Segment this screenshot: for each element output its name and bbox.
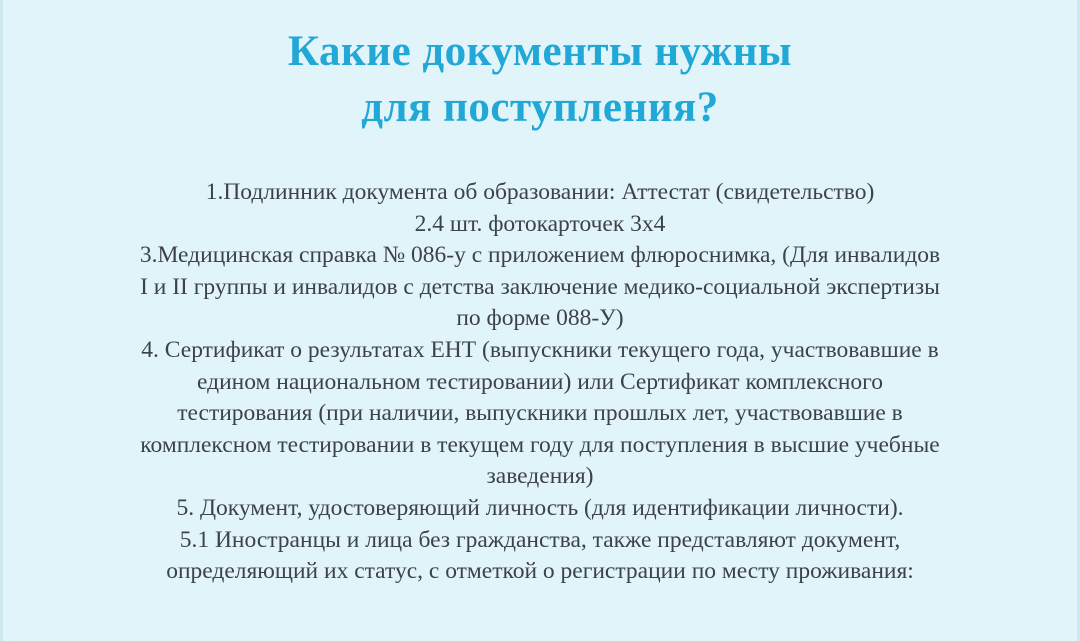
page-title-line-1: Какие документы нужны: [287, 28, 793, 75]
list-line-8: тестирования (при наличии, выпускники прошлых лет, участвовавшие в: [177, 400, 903, 427]
list-line-6: 4. Сертификат о результатах ЕНТ (выпускники текущего года, участвовавшие в: [141, 336, 939, 363]
page-title-line-2: для поступления?: [361, 84, 719, 131]
list-line-1: 1.Подлинник документа об образовании: Аттестат (свидетельство): [205, 179, 875, 205]
documents-list: [33, 177, 1047, 588]
list-line-13: определяющий их статус, с отметкой о регистрации по месту проживания:: [166, 558, 914, 585]
list-line-7: едином национальном тестировании) или Сертификат комплексного: [197, 368, 883, 395]
list-line-12: 5.1 Иностранцы и лица без гражданства, также представляют документ,: [179, 526, 901, 553]
list-line-4: I и II группы и инвалидов с детства заключение медико-социальной экспертизы: [140, 273, 940, 300]
list-line-5: по форме 088-У): [456, 305, 624, 332]
list-line-11: 5. Документ, удостоверяющий личность (для идентификации личности).: [176, 494, 904, 521]
list-line-9: комплексном тестировании в текущем году для поступления в высшие учебные: [140, 431, 940, 458]
list-line-2: 2.4 шт. фотокарточек 3х4: [414, 210, 666, 237]
list-line-3: 3.Медицинская справка № 086-у с приложением флюроснимка, (Для инвалидов: [139, 242, 941, 269]
list-line-10: заведения): [486, 463, 594, 490]
page-title: [3, 24, 1077, 136]
